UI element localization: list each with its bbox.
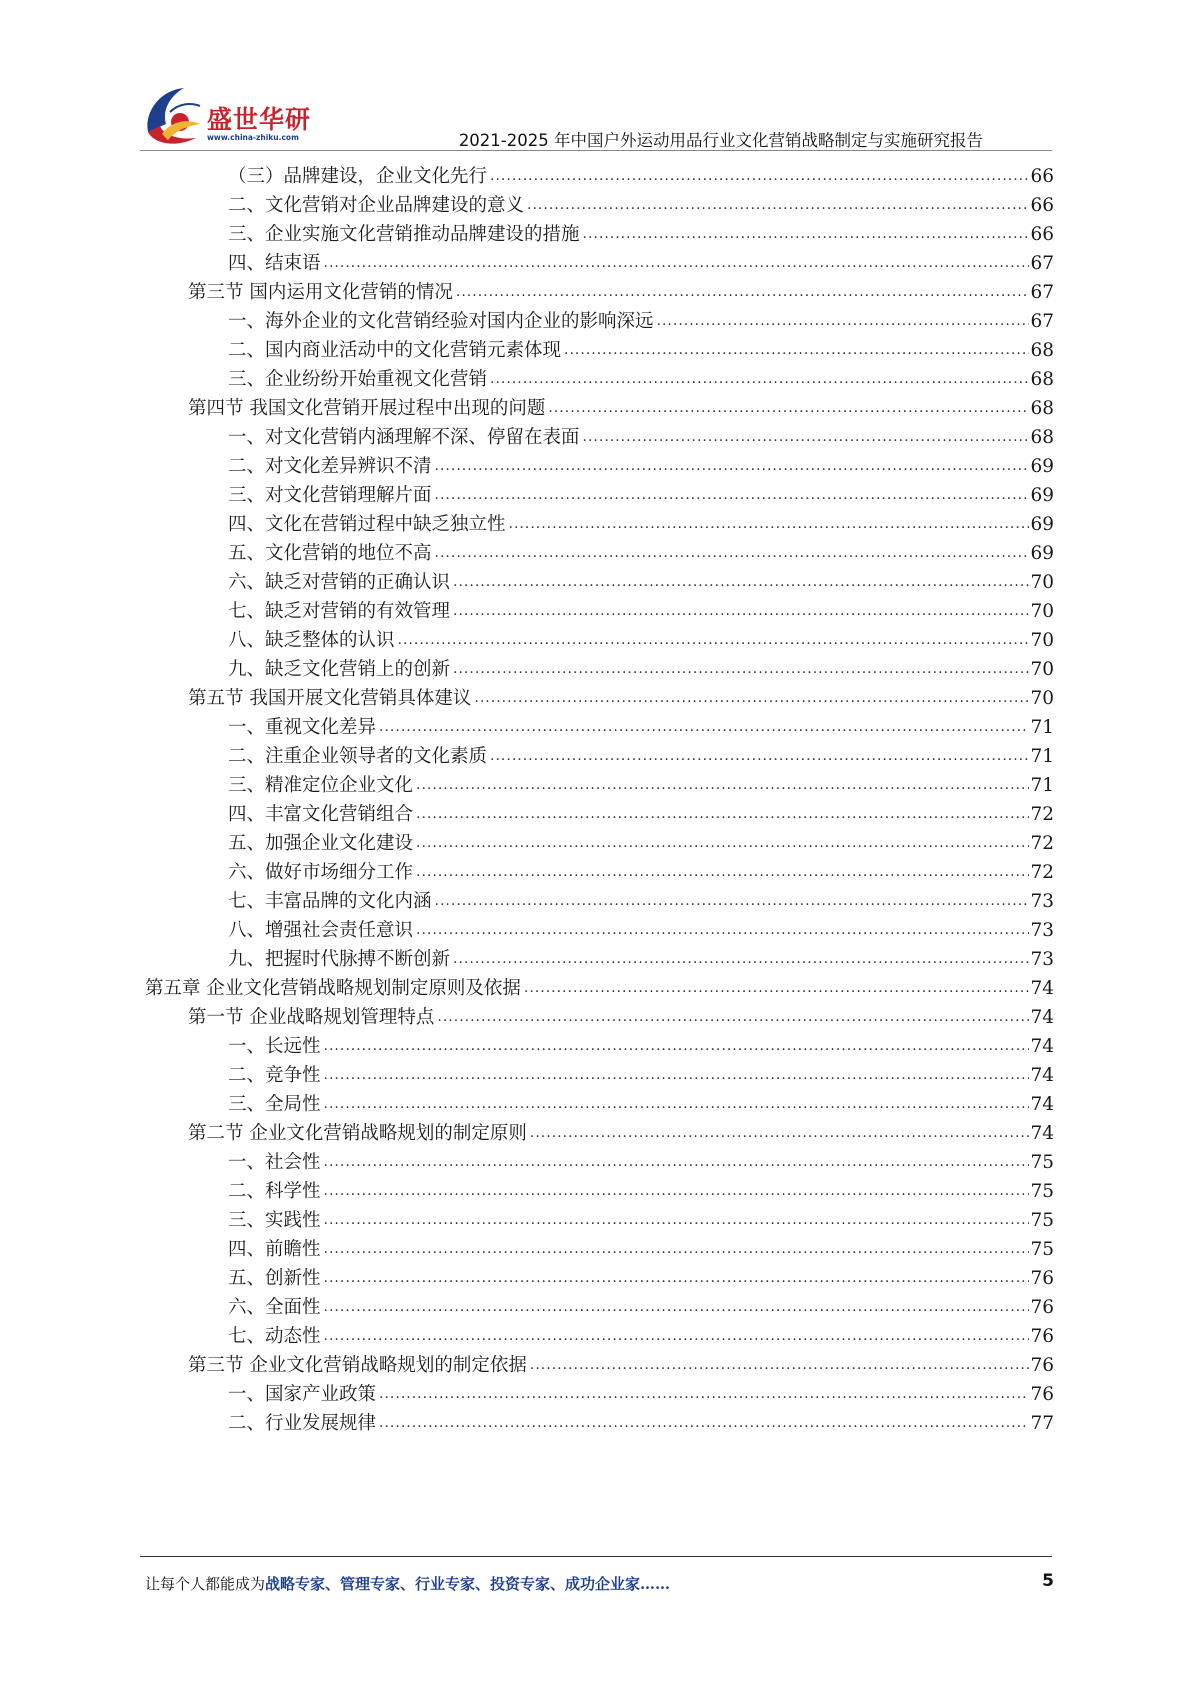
- toc-entry-page: 66: [1030, 195, 1054, 216]
- toc-entry-title: 三、精准定位企业文化: [228, 775, 414, 796]
- toc-entry[interactable]: [228, 1173, 1054, 1204]
- toc-entry-title: 第三节 企业文化营销战略规划的制定依据: [188, 1355, 527, 1376]
- toc-leader-dots: [583, 427, 1030, 447]
- toc-entry-page: 72: [1030, 862, 1054, 883]
- toc-entry[interactable]: [228, 1144, 1054, 1175]
- toc-entry[interactable]: [228, 187, 1054, 218]
- toc-leader-dots: [490, 746, 1029, 766]
- toc-entry-title: 第一节 企业战略规划管理特点: [188, 1007, 435, 1028]
- toc-entry-page: 73: [1030, 920, 1054, 941]
- toc-entry-title: （三）品牌建设，企业文化先行: [228, 166, 488, 187]
- toc-entry-page: 77: [1030, 1413, 1054, 1434]
- toc-leader-dots: [324, 1239, 1030, 1259]
- toc-entry-title: 八、缺乏整体的认识: [228, 630, 395, 651]
- toc-entry-title: 第五章 企业文化营销战略规划制定原则及依据: [145, 978, 521, 999]
- toc-entry-title: 九、缺乏文化营销上的创新: [228, 659, 451, 680]
- toc-entry[interactable]: [228, 1318, 1054, 1349]
- toc-entry[interactable]: [228, 245, 1054, 276]
- toc-entry[interactable]: [228, 883, 1054, 914]
- toc-entry[interactable]: [188, 680, 1054, 711]
- toc-entry[interactable]: [228, 535, 1054, 566]
- logo-url: www.china-zhiku.com: [207, 133, 299, 142]
- toc-entry-title: 五、加强企业文化建设: [228, 833, 414, 854]
- toc-entry-page: 69: [1030, 514, 1054, 535]
- toc-leader-dots: [324, 1065, 1030, 1085]
- toc-entry-title: 第四节 我国文化营销开展过程中出现的问题: [188, 398, 546, 419]
- toc-entry-title: 四、丰富文化营销组合: [228, 804, 414, 825]
- toc-leader-dots: [435, 456, 1030, 476]
- toc-entry-page: 74: [1030, 978, 1054, 999]
- toc-entry-title: 五、创新性: [228, 1268, 321, 1289]
- toc-leader-dots: [564, 340, 1029, 360]
- toc-entry-title: 第三节 国内运用文化营销的情况: [188, 282, 453, 303]
- toc-leader-dots: [453, 601, 1029, 621]
- toc-entry[interactable]: [228, 854, 1054, 885]
- toc-leader-dots: [324, 1326, 1030, 1346]
- toc-leader-dots: [530, 1355, 1030, 1375]
- toc-entry-title: 二、科学性: [228, 1181, 321, 1202]
- toc-entry-title: 三、实践性: [228, 1210, 321, 1231]
- toc-entry[interactable]: [188, 1347, 1054, 1378]
- toc-entry[interactable]: [188, 1115, 1054, 1146]
- slogan-highlight: 战略专家、管理专家、行业专家、投资专家、成功企业家……: [265, 1575, 671, 1593]
- toc-entry-page: 71: [1030, 775, 1054, 796]
- logo-text: 盛世华研: [207, 105, 312, 134]
- toc-entry-title: 二、竞争性: [228, 1065, 321, 1086]
- toc-entry-page: 76: [1030, 1268, 1054, 1289]
- toc-entry-page: 70: [1030, 688, 1054, 709]
- toc-entry-page: 70: [1030, 601, 1054, 622]
- toc-entry-page: 75: [1030, 1239, 1054, 1260]
- toc-entry-page: 71: [1030, 746, 1054, 767]
- toc-entry[interactable]: [228, 506, 1054, 537]
- toc-entry-title: 九、把握时代脉搏不断创新: [228, 949, 451, 970]
- toc-entry[interactable]: [228, 651, 1054, 682]
- toc-entry-page: 67: [1030, 311, 1054, 332]
- toc-entry-title: 六、全面性: [228, 1297, 321, 1318]
- toc-leader-dots: [490, 166, 1029, 186]
- toc-leader-dots: [456, 282, 1030, 302]
- toc-entry[interactable]: [228, 361, 1054, 392]
- toc-entry-title: 六、做好市场细分工作: [228, 862, 414, 883]
- toc-entry[interactable]: [228, 1231, 1054, 1262]
- toc-entry-title: 第二节 企业文化营销战略规划的制定原则: [188, 1123, 527, 1144]
- page-number: 5: [1042, 1571, 1054, 1591]
- toc-entry-title: 二、对文化差异辨识不清: [228, 456, 432, 477]
- toc-entry[interactable]: [228, 709, 1054, 740]
- toc-entry-title: 四、结束语: [228, 253, 321, 274]
- toc-leader-dots: [453, 659, 1029, 679]
- toc-entry-title: 四、文化在营销过程中缺乏独立性: [228, 514, 506, 535]
- toc-entry-title: 一、重视文化差异: [228, 717, 377, 738]
- toc-entry-page: 74: [1030, 1036, 1054, 1057]
- toc-entry-title: 三、企业纷纷开始重视文化营销: [228, 369, 488, 390]
- toc-entry[interactable]: [145, 970, 1054, 1001]
- toc-entry[interactable]: [228, 912, 1054, 943]
- toc-entry-title: 三、全局性: [228, 1094, 321, 1115]
- toc-entry-page: 74: [1030, 1123, 1054, 1144]
- toc-leader-dots: [437, 1007, 1029, 1027]
- toc-entry-page: 73: [1030, 949, 1054, 970]
- toc-leader-dots: [324, 253, 1030, 273]
- toc-leader-dots: [416, 775, 1029, 795]
- toc-entry-page: 69: [1030, 543, 1054, 564]
- toc-entry[interactable]: [228, 1376, 1054, 1407]
- toc-leader-dots: [530, 1123, 1030, 1143]
- toc-entry-page: 66: [1030, 224, 1054, 245]
- toc-leader-dots: [379, 717, 1029, 737]
- toc-entry-title: 七、缺乏对营销的有效管理: [228, 601, 451, 622]
- toc-entry-page: 74: [1030, 1065, 1054, 1086]
- toc-leader-dots: [435, 543, 1030, 563]
- toc-entry-page: 69: [1030, 485, 1054, 506]
- toc-leader-dots: [548, 398, 1029, 418]
- toc-entry[interactable]: [228, 332, 1054, 363]
- toc-entry[interactable]: [228, 593, 1054, 624]
- toc-leader-dots: [527, 195, 1029, 215]
- toc-leader-dots: [524, 978, 1030, 998]
- toc-entry[interactable]: [188, 999, 1054, 1030]
- toc-entry[interactable]: [228, 1202, 1054, 1233]
- toc-leader-dots: [324, 1181, 1030, 1201]
- toc-entry-page: 68: [1030, 369, 1054, 390]
- toc-entry[interactable]: [188, 274, 1054, 305]
- toc-entry-page: 72: [1030, 833, 1054, 854]
- toc-entry-page: 69: [1030, 456, 1054, 477]
- toc-entry-page: 74: [1030, 1007, 1054, 1028]
- toc-entry-title: 第五节 我国开展文化营销具体建议: [188, 688, 472, 709]
- toc-entry-title: 一、海外企业的文化营销经验对国内企业的影响深远: [228, 311, 654, 332]
- toc-leader-dots: [379, 1413, 1029, 1433]
- toc-entry[interactable]: [228, 564, 1054, 595]
- toc-entry-page: 76: [1030, 1326, 1054, 1347]
- toc-entry-page: 67: [1030, 253, 1054, 274]
- toc-leader-dots: [416, 862, 1029, 882]
- toc-entry[interactable]: [228, 477, 1054, 508]
- toc-entry-page: 75: [1030, 1152, 1054, 1173]
- toc-leader-dots: [416, 804, 1029, 824]
- slogan-prefix: 让每个人都能成为: [145, 1575, 266, 1593]
- toc-entry-title: 六、缺乏对营销的正确认识: [228, 572, 451, 593]
- toc-entry[interactable]: [228, 419, 1054, 450]
- toc-entry-page: 73: [1030, 891, 1054, 912]
- toc-entry-page: 75: [1030, 1210, 1054, 1231]
- toc-entry[interactable]: [228, 1289, 1054, 1320]
- toc-entry-title: 二、国内商业活动中的文化营销元素体现: [228, 340, 562, 361]
- toc-leader-dots: [416, 833, 1029, 853]
- toc-leader-dots: [490, 369, 1029, 389]
- toc-entry-title: 一、国家产业政策: [228, 1384, 377, 1405]
- toc-leader-dots: [324, 1210, 1030, 1230]
- toc-entry-page: 67: [1030, 282, 1054, 303]
- toc-leader-dots: [583, 224, 1030, 244]
- toc-entry-title: 五、文化营销的地位不高: [228, 543, 432, 564]
- toc-leader-dots: [416, 920, 1029, 940]
- toc-entry[interactable]: [228, 158, 1054, 189]
- toc-leader-dots: [324, 1268, 1030, 1288]
- report-title: 2021-2025 年中国户外运动用品行业文化营销战略制定与实施研究报告: [458, 131, 983, 150]
- toc-leader-dots: [509, 514, 1030, 534]
- toc-entry[interactable]: [228, 303, 1054, 334]
- toc-leader-dots: [435, 485, 1030, 505]
- toc-entry-page: 76: [1030, 1297, 1054, 1318]
- toc-leader-dots: [379, 1384, 1029, 1404]
- toc-entry[interactable]: [228, 1057, 1054, 1088]
- toc-leader-dots: [657, 311, 1030, 331]
- toc-entry[interactable]: [228, 448, 1054, 479]
- header-divider: [140, 150, 1052, 151]
- toc-entry-title: 一、长远性: [228, 1036, 321, 1057]
- toc-entry[interactable]: [228, 738, 1054, 769]
- toc-entry-page: 68: [1030, 427, 1054, 448]
- toc-entry[interactable]: [188, 390, 1054, 421]
- page-header: [0, 0, 1191, 160]
- toc-entry-page: 72: [1030, 804, 1054, 825]
- toc-entry[interactable]: [228, 796, 1054, 827]
- toc-entry-page: 68: [1030, 398, 1054, 419]
- toc-entry-page: 68: [1030, 340, 1054, 361]
- toc-entry-page: 70: [1030, 659, 1054, 680]
- toc-entry-title: 二、注重企业领导者的文化素质: [228, 746, 488, 767]
- toc-entry[interactable]: [228, 1405, 1054, 1436]
- toc-entry-title: 一、社会性: [228, 1152, 321, 1173]
- toc-entry-title: 一、对文化营销内涵理解不深、停留在表面: [228, 427, 580, 448]
- toc-entry-title: 四、前瞻性: [228, 1239, 321, 1260]
- footer-divider: [140, 1556, 1052, 1557]
- toc-entry-page: 76: [1030, 1384, 1054, 1405]
- toc-entry-title: 七、丰富品牌的文化内涵: [228, 891, 432, 912]
- toc-entry[interactable]: [228, 622, 1054, 653]
- toc-entry[interactable]: [228, 216, 1054, 247]
- toc-entry-page: 66: [1030, 166, 1054, 187]
- toc-entry[interactable]: [228, 1028, 1054, 1059]
- toc-entry-page: 70: [1030, 630, 1054, 651]
- toc-leader-dots: [474, 688, 1029, 708]
- toc-entry-page: 71: [1030, 717, 1054, 738]
- toc-entry-page: 75: [1030, 1181, 1054, 1202]
- toc-entry-title: 二、文化营销对企业品牌建设的意义: [228, 195, 525, 216]
- toc-entry[interactable]: [228, 941, 1054, 972]
- toc-entry-title: 三、企业实施文化营销推动品牌建设的措施: [228, 224, 580, 245]
- toc-leader-dots: [324, 1152, 1030, 1172]
- toc-entry[interactable]: [228, 767, 1054, 798]
- toc-entry-page: 70: [1030, 572, 1054, 593]
- toc-leader-dots: [435, 891, 1030, 911]
- toc-entry-page: 76: [1030, 1355, 1054, 1376]
- toc-leader-dots: [398, 630, 1030, 650]
- footer-slogan: [145, 1573, 670, 1594]
- toc-entry[interactable]: [228, 1260, 1054, 1291]
- toc-entry[interactable]: [228, 825, 1054, 856]
- toc-leader-dots: [453, 949, 1029, 969]
- toc-entry-title: 八、增强社会责任意识: [228, 920, 414, 941]
- toc-entry-title: 三、对文化营销理解片面: [228, 485, 432, 506]
- toc-entry-title: 二、行业发展规律: [228, 1413, 377, 1434]
- toc-leader-dots: [324, 1297, 1030, 1317]
- toc-entry-page: 74: [1030, 1094, 1054, 1115]
- toc-leader-dots: [324, 1094, 1030, 1114]
- toc-entry-title: 七、动态性: [228, 1326, 321, 1347]
- toc-leader-dots: [453, 572, 1029, 592]
- toc-entry[interactable]: [228, 1086, 1054, 1117]
- toc-leader-dots: [324, 1036, 1030, 1056]
